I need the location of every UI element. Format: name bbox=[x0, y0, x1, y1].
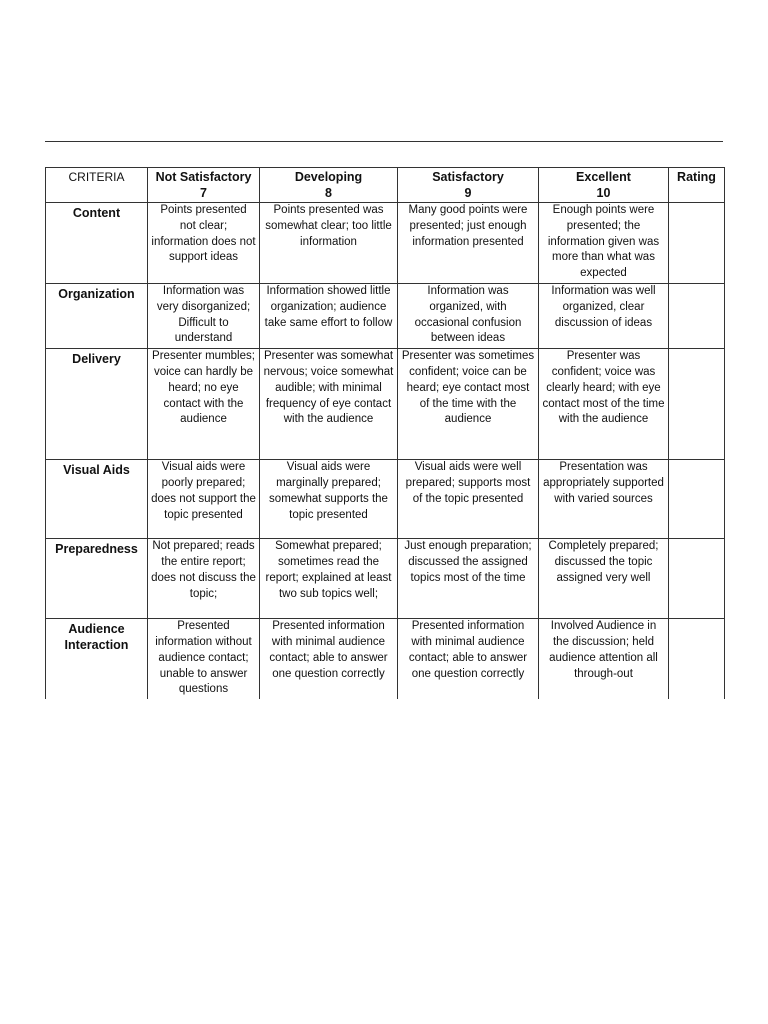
cell-organization-developing: Information showed little organization; audience take same effort to follow bbox=[260, 283, 398, 348]
cell-audience-interaction-developing: Presented information with minimal audience contact; able to answer one question correctly bbox=[260, 619, 398, 699]
cell-content-developing: Points presented was somewhat clear; too little information bbox=[260, 203, 398, 284]
criterion-audience-interaction: Audience Interaction bbox=[46, 619, 148, 699]
cell-audience-interaction-satisfactory: Presented information with minimal audience contact; able to answer one question correctly bbox=[398, 619, 539, 699]
cell-audience-interaction-not-satisfactory: Presented information without audience contact; unable to answer questions bbox=[148, 619, 260, 699]
criterion-preparedness: Preparedness bbox=[46, 539, 148, 619]
header-row bbox=[46, 168, 725, 203]
cell-preparedness-excellent: Completely prepared; discussed the topic assigned very well bbox=[539, 539, 669, 619]
header-satisfactory-label: Satisfactory bbox=[432, 170, 504, 184]
header-developing bbox=[260, 168, 398, 203]
header-developing-score: 8 bbox=[325, 186, 332, 200]
cell-preparedness-not-satisfactory: Not prepared; reads the entire report; does not discuss the topic; bbox=[148, 539, 260, 619]
cell-visual-aids-excellent: Presentation was appropriately supported with varied sources bbox=[539, 460, 669, 539]
cell-delivery-not-satisfactory: Presenter mumbles; voice can hardly be heard; no eye contact with the audience bbox=[148, 349, 260, 460]
rating-audience-interaction[interactable] bbox=[669, 619, 725, 699]
header-not-satisfactory-score: 7 bbox=[200, 186, 207, 200]
table-row-organization bbox=[46, 283, 725, 348]
header-not-satisfactory bbox=[148, 168, 260, 203]
cell-visual-aids-not-satisfactory: Visual aids were poorly prepared; does not support the topic presented bbox=[148, 460, 260, 539]
rating-delivery[interactable] bbox=[669, 349, 725, 460]
cell-visual-aids-developing: Visual aids were marginally prepared; somewhat supports the topic presented bbox=[260, 460, 398, 539]
criterion-content: Content bbox=[46, 203, 148, 284]
cell-content-excellent: Enough points were presented; the information given was more than what was expected bbox=[539, 203, 669, 284]
rating-organization[interactable] bbox=[669, 283, 725, 348]
table-row-visual-aids bbox=[46, 460, 725, 539]
cell-delivery-developing: Presenter was somewhat nervous; voice somewhat audible; with minimal frequency of eye contact with the audience bbox=[260, 349, 398, 460]
rating-preparedness[interactable] bbox=[669, 539, 725, 619]
rating-content[interactable] bbox=[669, 203, 725, 284]
criterion-visual-aids: Visual Aids bbox=[46, 460, 148, 539]
cell-content-not-satisfactory: Points presented not clear; information does not support ideas bbox=[148, 203, 260, 284]
top-divider-line bbox=[45, 141, 723, 142]
table-row-preparedness bbox=[46, 539, 725, 619]
header-developing-label: Developing bbox=[294, 170, 363, 184]
table-row-audience-interaction bbox=[46, 619, 725, 699]
cell-delivery-excellent: Presenter was confident; voice was clearly heard; with eye contact most of the time with the audience bbox=[539, 349, 669, 460]
cell-preparedness-satisfactory: Just enough preparation; discussed the assigned topics most of the time bbox=[398, 539, 539, 619]
rating-visual-aids[interactable] bbox=[669, 460, 725, 539]
cell-organization-not-satisfactory: Information was very disorganized; Difficult to understand bbox=[148, 283, 260, 348]
criterion-organization: Organization bbox=[46, 283, 148, 348]
cell-audience-interaction-excellent: Involved Audience in the discussion; held audience attention all through-out bbox=[539, 619, 669, 699]
header-rating: Rating bbox=[669, 168, 725, 203]
criterion-delivery: Delivery bbox=[46, 349, 148, 460]
cell-delivery-satisfactory: Presenter was sometimes confident; voice can be heard; eye contact most of the time with the audience bbox=[398, 349, 539, 460]
header-not-satisfactory-label: Not Satisfactory bbox=[155, 170, 252, 184]
cell-content-satisfactory: Many good points were presented; just enough information presented bbox=[398, 203, 539, 284]
header-excellent-score: 10 bbox=[596, 186, 611, 200]
header-satisfactory-score: 9 bbox=[464, 186, 472, 200]
cell-visual-aids-satisfactory: Visual aids were well prepared; supports most of the topic presented bbox=[398, 460, 539, 539]
presentation-rubric-table bbox=[45, 167, 725, 699]
cell-organization-satisfactory: Information was organized, with occasional confusion between ideas bbox=[398, 283, 539, 348]
header-criteria: CRITERIA bbox=[46, 168, 148, 203]
header-excellent bbox=[539, 168, 669, 203]
header-excellent-label: Excellent bbox=[576, 170, 631, 184]
header-satisfactory bbox=[398, 168, 539, 203]
cell-preparedness-developing: Somewhat prepared; sometimes read the report; explained at least two sub topics well; bbox=[260, 539, 398, 619]
cell-organization-excellent: Information was well organized, clear discussion of ideas bbox=[539, 283, 669, 348]
table-row-delivery bbox=[46, 349, 725, 460]
table-row-content bbox=[46, 203, 725, 284]
